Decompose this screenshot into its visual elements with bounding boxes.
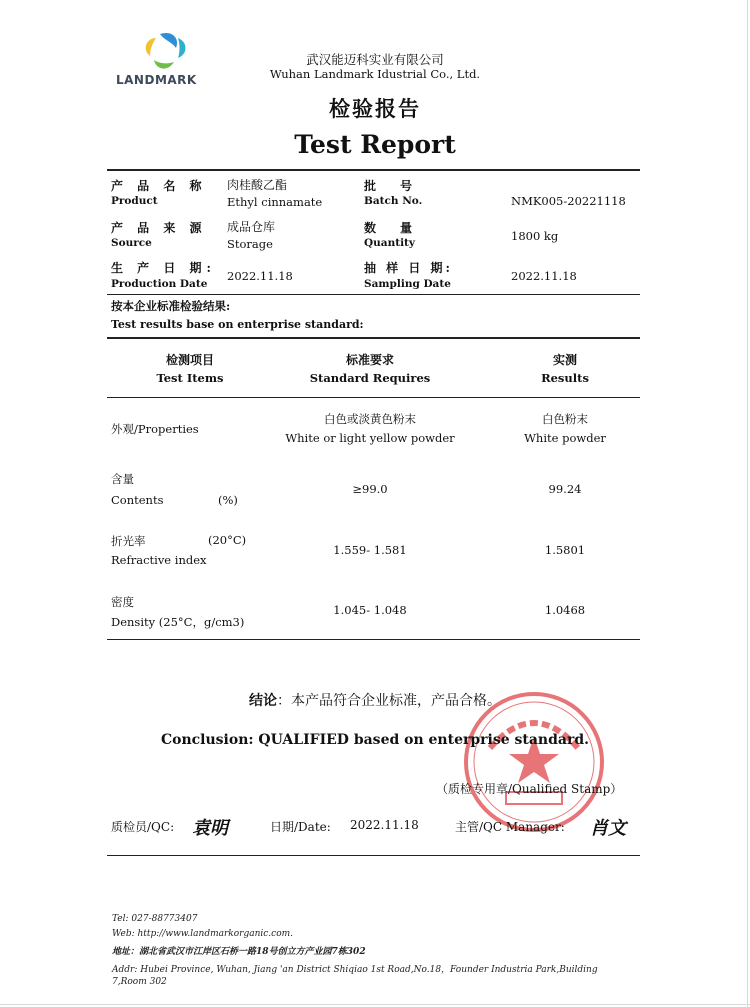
- date-label: 日期/Date:: [270, 820, 331, 834]
- footer-address-en-1: Addr: Hubei Province, Wuhan, Jiang 'an District Shiqiao 1st Road,No.18，Founder Industria Park,Building: [112, 965, 598, 975]
- production-date-label-cn: 生 产 日 期:: [111, 261, 216, 275]
- row-contents-std: ≥99.0: [352, 482, 388, 496]
- product-label-en: Product: [111, 195, 158, 207]
- qualified-stamp-icon: [460, 688, 608, 836]
- stamp-note: （质检专用章/Qualified Stamp）: [436, 782, 623, 796]
- conclusion-text: ：本产品符合企业标准，产品合格。: [277, 693, 501, 709]
- sampling-date-label-cn: 抽 样 日 期:: [364, 261, 453, 275]
- page-edge: [747, 0, 748, 1007]
- row-contents-item-en: Contents: [111, 493, 164, 507]
- row-refractive-item-en: Refractive index: [111, 553, 207, 567]
- logo-text: LANDMARK: [116, 73, 197, 87]
- quantity-value: 1800 kg: [511, 229, 559, 243]
- title-cn: 检验报告: [329, 96, 421, 121]
- page-edge: [0, 1004, 750, 1005]
- header-test-items-cn: 检测项目: [165, 353, 214, 367]
- batch-label-en: Batch No.: [364, 195, 423, 207]
- divider: [107, 169, 640, 171]
- sampling-date-value: 2022.11.18: [511, 269, 577, 283]
- row-density-std: 1.045- 1.048: [333, 603, 407, 617]
- company-name-cn: 武汉能迈科实业有限公司: [306, 52, 444, 67]
- divider: [107, 294, 640, 295]
- row-contents-result: 99.24: [548, 482, 582, 496]
- header-results-cn: 实测: [552, 353, 577, 367]
- row-refractive-result: 1.5801: [544, 543, 586, 557]
- product-value-cn: 肉桂酸乙酯: [227, 178, 288, 192]
- production-date-value: 2022.11.18: [227, 269, 293, 283]
- footer-web: Web: http://www.landmarkorganic.com.: [112, 929, 294, 939]
- quantity-label-cn: 数 量: [364, 221, 413, 235]
- row-refractive-item-cn: 折光率: [111, 534, 146, 548]
- sampling-date-label-en: Sampling Date: [364, 278, 451, 290]
- source-value-cn: 成品仓库: [227, 220, 276, 234]
- header-standard-cn: 标准要求: [345, 353, 394, 367]
- row-refractive-temp: (20°C): [208, 533, 247, 547]
- date-value: 2022.11.18: [350, 818, 419, 832]
- qc-signature: 袁明: [192, 818, 228, 839]
- standard-note-en: Test results base on enterprise standard:: [111, 318, 364, 331]
- footer-tel: Tel: 027-88773407: [112, 914, 198, 924]
- quantity-label-en: Quantity: [364, 237, 416, 249]
- row-properties-result-en: White powder: [524, 431, 606, 445]
- product-label-cn: 产 品 名 称: [111, 179, 207, 193]
- header-standard-en: Standard Requires: [309, 371, 431, 385]
- footer-address-cn: 地址：湖北省武汉市江岸区石桥一路18号创立方产业园7栋302: [112, 947, 366, 957]
- row-properties-std-cn: 白色或淡黄色粉末: [324, 412, 416, 426]
- conclusion-label: 结论: [249, 693, 277, 709]
- row-contents-unit: (%): [218, 493, 238, 507]
- row-contents-item-cn: 含量: [111, 472, 134, 486]
- manager-signature: 肖文: [590, 818, 626, 839]
- row-properties-result-cn: 白色粉末: [542, 412, 588, 426]
- product-value-en: Ethyl cinnamate: [227, 195, 323, 209]
- production-date-label-en: Production Date: [111, 278, 208, 290]
- source-label-cn: 产 品 来 源: [111, 221, 207, 235]
- header-test-items-en: Test Items: [156, 371, 224, 385]
- row-density-item-cn: 密度: [111, 595, 134, 609]
- divider: [107, 855, 640, 856]
- conclusion-en: Conclusion: QUALIFIED based on enterprise standard.: [160, 732, 590, 748]
- row-density-item-en: Density (25°C，g/cm3): [111, 615, 245, 629]
- row-properties-item: 外观/Properties: [111, 422, 199, 436]
- row-properties-std-en: White or light yellow powder: [285, 431, 455, 445]
- title-en: Test Report: [294, 130, 456, 159]
- header-results-en: Results: [541, 371, 589, 385]
- source-value-en: Storage: [227, 237, 273, 251]
- company-name-en: Wuhan Landmark Idustrial Co., Ltd.: [269, 67, 481, 81]
- divider: [107, 639, 640, 640]
- qc-label: 质检员/QC:: [111, 820, 175, 834]
- batch-label-cn: 批 号: [364, 179, 413, 193]
- row-refractive-std: 1.559- 1.581: [333, 543, 407, 557]
- manager-label: 主管/QC Manager:: [455, 820, 565, 834]
- batch-value: NMK005-20221118: [511, 194, 626, 208]
- conclusion-cn: [0, 690, 750, 710]
- divider: [107, 397, 640, 398]
- divider: [107, 337, 640, 339]
- footer-address-en-2: 7,Room 302: [112, 977, 167, 987]
- row-density-result: 1.0468: [544, 603, 586, 617]
- standard-note-cn: 按本企业标准检验结果:: [111, 299, 231, 313]
- source-label-en: Source: [111, 237, 152, 249]
